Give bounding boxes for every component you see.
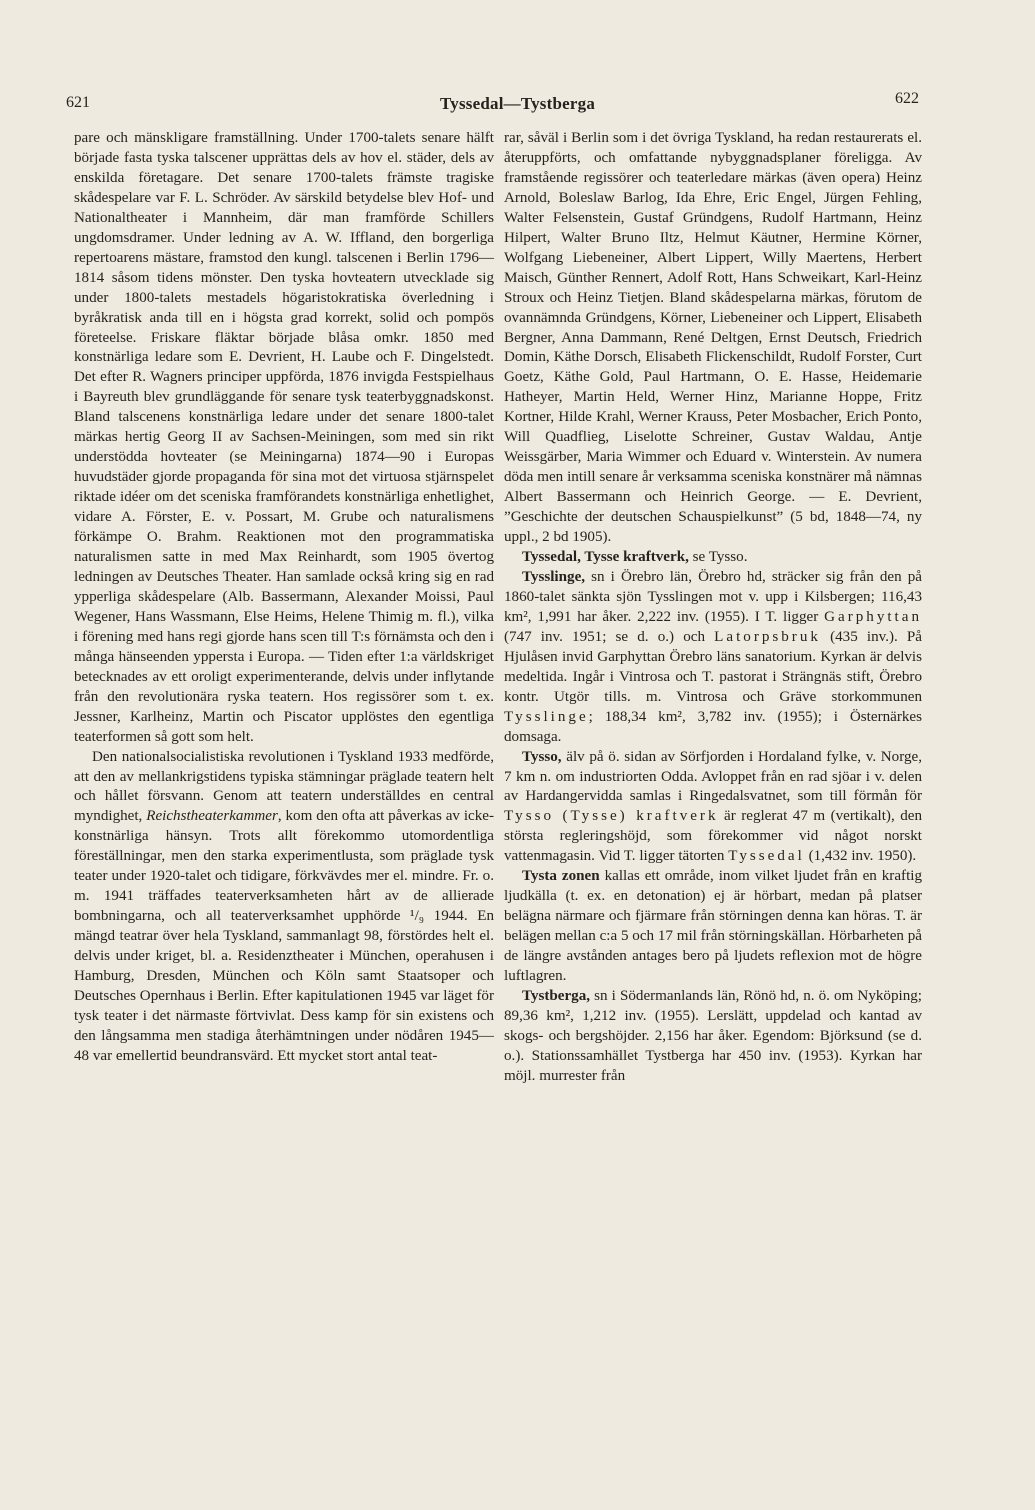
page-header: [0, 90, 1035, 118]
left-page-number: 621: [66, 94, 90, 111]
spaced-name: Tysslinge: [504, 708, 589, 725]
entry-tysta-zonen: [504, 867, 922, 987]
entry-text: kallas ett område, inom vilket ljudet från en kraftig ljudkälla (t. ex. en detonation) ej är hörbart, medan på platser belägna närmare och fjärmare från störningen denna kan höras. T. är belägen mellan c:a 5 och 17 mil från störningskällan. Hörbarheten på de längre avstånden antages bero på ljudets reflexion mot de högre luftlagren.: [504, 868, 922, 985]
paragraph-continuation: rar, såväl i Berlin som i det övriga Tyskland, ha redan restaurerats el. återuppförts, och omfattande nybyggnadsplaner föreligga. Av framstående regissörer och teaterledare märkas (även opera) Heinz Arnold, Boleslaw Barlog, Ida Ehre, Eric Engel, Jürgen Fehling, Walter Felsenstein, Gustaf Gründgens, Rudolf Hartmann, Heinz Hilpert, Walter Bruno Iltz, Helmut Käutner, Hermine Körner, Wolfgang Liebeneiner, Albert Lippert, Willy Maertens, Herbert Maisch, Günther Rennert, Adolf Rott, Hans Schweikart, Karl-Heinz Stroux och Heinz Tietjen. Bland skådespelarna märkas, förutom de ovannämnda Gründgens, Körner, Liebeneiner och Lippert, Elisabeth Bergner, Anna Dammann, René Deltgen, Ernst Deutsch, Friedrich Domin, Käthe Dorsch, Elisabeth Flickenschildt, Rudolf Forster, Curt Goetz, Käthe Gold, Paul Hartmann, O. E. Hasse, Heidemarie Hatheyer, Martin Held, Werner Hinz, Marianne Hoppe, Fritz Kortner, Hilde Krahl, Werner Krauss, Peter Mosbacher, Erich Ponto, Will Quadflieg, Liselotte Schreiner, Gustav Waldau, Antje Weissgärber, Maria Wimmer och Eduard v. Winterstein. Av numera döda men intill senare år verksamma sceniska konstnärer må nämnas Albert Bassermann och Heinrich George. — E. Devrient, ”Geschichte der deutschen Schauspielkunst” (5 bd, 1848—74, ny uppl., 2 bd 1905).: [504, 130, 922, 546]
entry-tyssedal: [504, 548, 922, 568]
italic-term: Reichstheaterkammer: [146, 808, 278, 825]
right-column: [504, 129, 922, 1087]
entry-tystberga: [504, 987, 922, 1087]
entry-text: se Tysso.: [688, 549, 748, 566]
entry-text: är reglerat 47 m (vertikalt), den största regleringshöjd, som förekommer vid något norskt vattenmagasin. Vid T. ligger tätorten: [504, 808, 923, 865]
running-title: Tyssedal—Tystberga: [439, 94, 596, 113]
entry-text: (1,432 inv. 1950).: [804, 848, 917, 865]
entry-text: älv på ö. sidan av Sörfjorden i Hordaland fylke, v. Norge, 7 km n. om industriorten Odda. Avloppet från en rad sjöar i v. delen av Hardangervidda samlas i Ringedalsvatnet, som till förmån för: [504, 748, 922, 805]
headword: Tyssedal, Tysse kraftverk,: [522, 549, 689, 566]
entry-text: (747 inv. 1951; se d. o.) och: [504, 628, 715, 645]
left-column: [74, 129, 494, 1067]
spaced-name: Latorpsbruk: [714, 628, 821, 645]
entry-text: (435 inv.). På Hjulåsen invid Garphyttan Örebro läns sanatorium. Kyrkan är delvis medeltida. Ingår i Vintrosa och T. pastorat i Strängnäs stift, Örebro kontr. Utgör tills. m. Vintrosa och Gräve storkommunen: [504, 628, 922, 705]
paragraph-german-theatre-history: pare och mänskligare framställning. Under 1700-talets senare hälft började fasta tyska talscener upprättas dels av hov el. städer, dels av enskilda företagare. Det senare 1700-talets främste tragiske skådespelare var F. L. Schröder. Av särskild betydelse blev Hof- und Nationaltheater i Mannheim, där man framförde Schillers ungdomsdramer. Under ledning av A. W. Iffland, den borgerliga repertoarens mästare, framstod den kungl. talscenen i Berlin 1796—1814 såsom tidens mönster. Den tyska hovteatern utvecklade sig under 1800-talets mestadels högaristokratiska överledning i byråkratisk anda till en i högsta grad korrekt, solid och pompös företeelse. Friskare fläktar började blåsa omkr. 1850 med konstnärliga ledare som E. Devrient, H. Laube och F. Dingelstedt. Det efter R. Wagners principer uppförda, 1876 invigda Festspielhaus i Bayreuth blev grundläggande för senare tysk teaterbyggnadskonst. Bland talscenens konstnärliga ledare under det senare 1800-talet märkas hertig Georg II av Sachsen-Meiningen, som med sin rikt understödda hovteater (se Meiningarna) 1874—90 i Europas huvudstäder gjorde propaganda för sina mot det virtuosa stjärnspelet riktade idéer om det sceniska framförandets konstnärliga enhetlighet, vidare A. Förster, E. v. Possart, M. Grube och naturalismens förkämpe O. Brahm. Reaktionen mot den programmatiska naturalismen satte in med Max Reinhardt, som 1905 övertog ledningen av Deutsches Theater. Han samlade också kring sig en rad ypperliga skådespelare (Alb. Bassermann, Alexander Moissi, Paul Wegener, Hans Wassmann, Else Heims, Helene Thimig m. fl.), vilka i förening med hans regi gjorde hans scen till T:s förnämsta och den i många hänseenden yppersta i Europa. — Tiden efter 1:a världskriget betecknades av ett oroligt experimenterande, delvis under inflytande från den revolutionära ryska teatern. Hos regissörer som t. ex. Jessner, Karlheinz, Martin och Piscator upplöstes den egentliga teaterformen så gott som helt.: [74, 130, 494, 745]
spaced-name: Tysso (Tysse) kraftverk: [504, 808, 719, 825]
entry-text: ; 188,34 km², 3,782 inv. (1955); i Östernärkes domsaga.: [504, 708, 922, 745]
headword: Tysta zonen: [522, 868, 600, 885]
text-span: , kom den ofta att påverkas av icke-konstnärliga hänsyn. Trots allt förekommo utomordentliga föreställningar, men den starka experimentlusta, som präglade tysk teater under 1920-talet och tidigare, förkvävdes mer el. mindre. Fr. o. m. 1941 träffades teaterverksamheten hårt av de allierade bombningarna, och all teaterverksamhet upphörde ¹/₉ 1944. En mängd teatrar över hela Tyskland, sammanlagt 98, förstördes helt el. delvis under kriget, bl. a. Residenztheater i München, operahusen i Hamburg, Dresden, München och Köln samt Staatsoper och Deutsches Opernhaus i Berlin. Efter kapitulationen 1945 var läget för tysk teater i det närmaste förtvivlat. Dess kamp för sin existens och den långsamma men stadiga återhämtningen under nödåren 1945—48 var emellertid beundransvärd. Ett mycket stort antal teat-: [74, 808, 494, 1064]
entry-text: sn i Örebro län, Örebro hd, sträcker sig från den på 1860-talet sänkta sjön Tysslingen mot v. upp i Kilsbergen; 116,43 km², 1,991 har åker. 2,222 inv. (1955). I T. ligger: [504, 568, 922, 625]
headword: Tysslinge,: [522, 568, 586, 585]
spaced-name: Tyssedal: [728, 848, 805, 865]
headword: Tystberga,: [522, 987, 591, 1004]
headword: Tysso,: [522, 748, 562, 765]
right-page-number: 622: [895, 90, 919, 107]
entry-tysso: [504, 748, 922, 868]
text-span: Den nationalsocialistiska revolutionen i Tyskland 1933 medförde, att den av mellankrigstidens typiska stämningar präglade teatern helt och hållet försvann. Genom att teatern underställdes en central myndighet,: [74, 748, 494, 825]
spaced-name: Garphyttan: [824, 608, 922, 625]
paragraph-nationalsocialist-era: [74, 748, 494, 1067]
entry-tysslinge: [504, 568, 922, 748]
entry-text: sn i Södermanlands län, Rönö hd, n. ö. om Nyköping; 89,36 km², 1,212 inv. (1955). Lerslätt, uppdelad och kantad av skogs- och bergshöjder. 2,156 har åker. Egendom: Björksund (se d. o.). Stationssamhället Tystberga har 450 inv. (1953). Kyrkan har möjl. murrester från: [504, 987, 922, 1084]
